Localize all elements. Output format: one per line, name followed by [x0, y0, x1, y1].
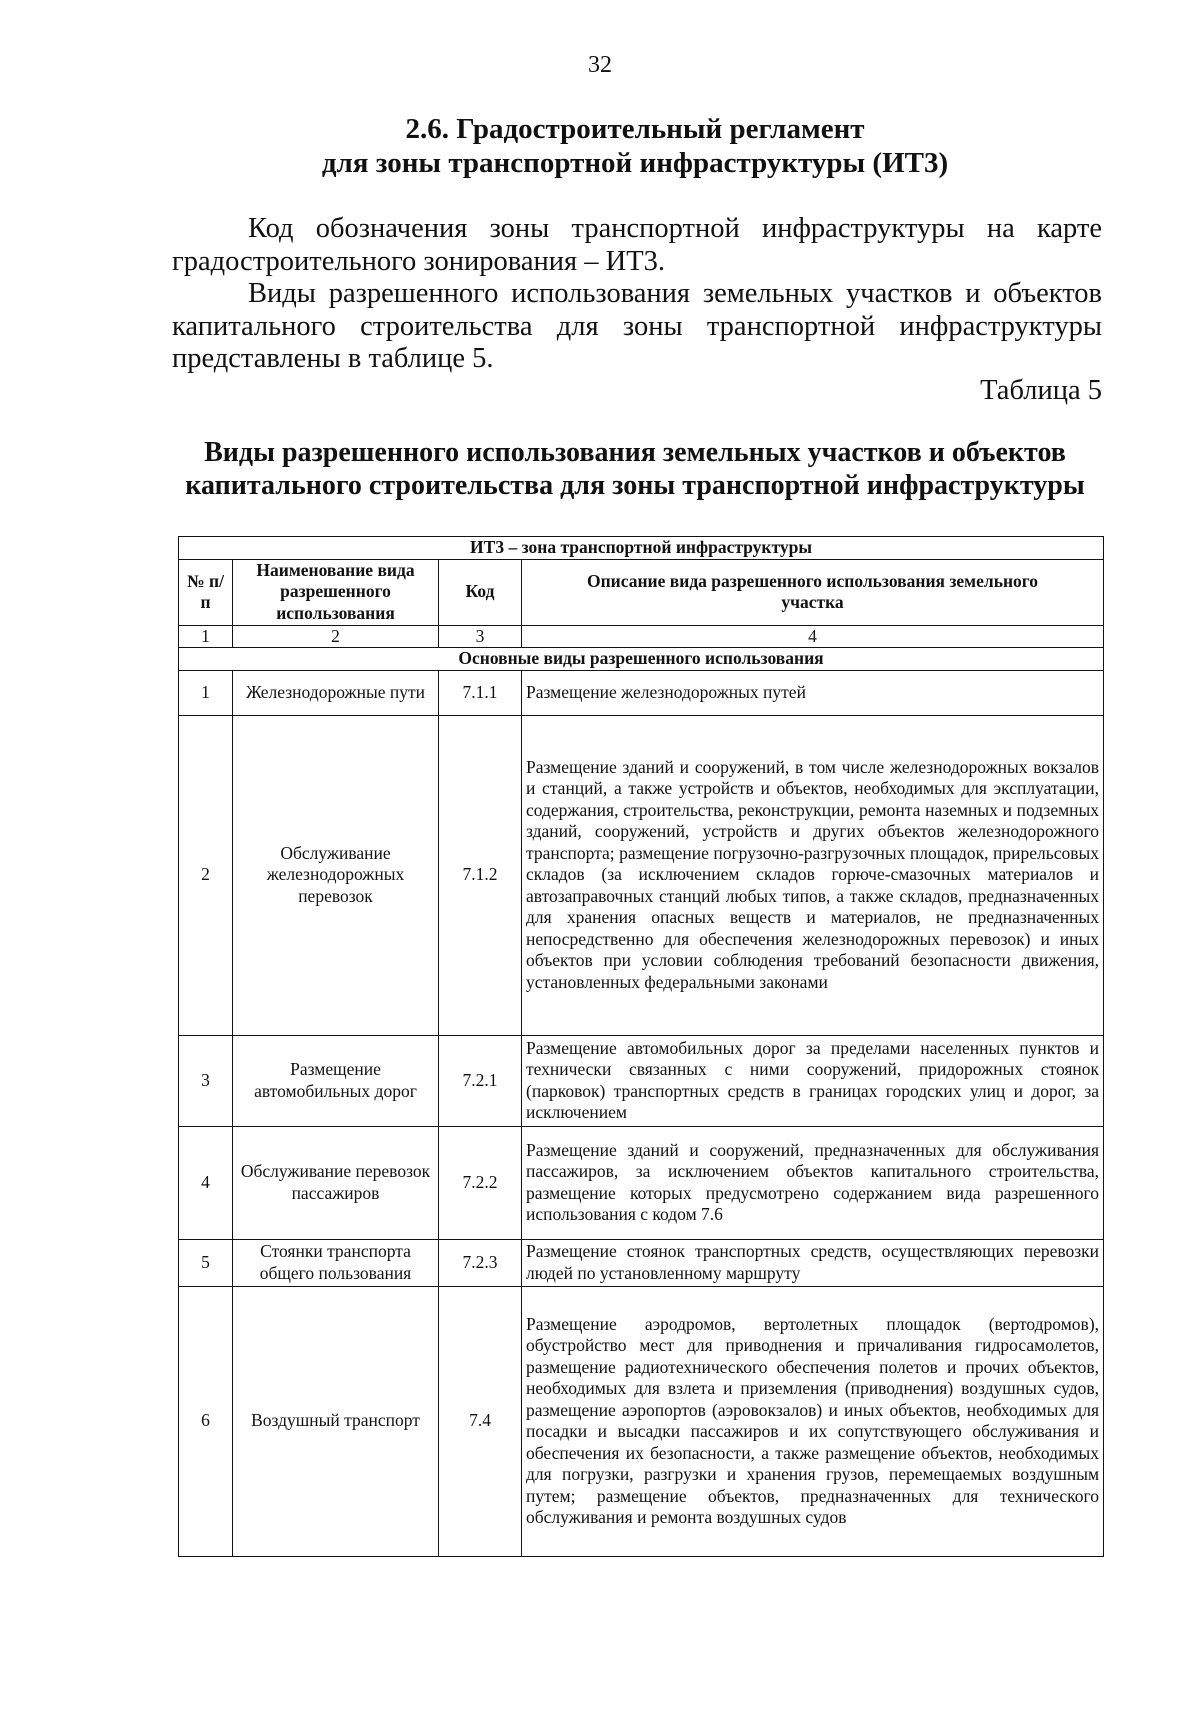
col-number-4: 4	[522, 625, 1104, 648]
table-row	[179, 1035, 1104, 1126]
row-name: Воздушный транспорт	[233, 1286, 439, 1556]
table-row	[179, 1126, 1104, 1239]
table-row	[179, 1286, 1104, 1556]
section-header-cell: Основные виды разрешенного использования	[179, 648, 1104, 671]
col-header-desc: Описание вида разрешенного использования земельного участка	[522, 559, 1104, 625]
row-num: 6	[179, 1286, 233, 1556]
row-description: Размещение аэродромов, вертолетных площадок (вертодромов), обустройство мест для приводнения и причаливания гидросамолетов, размещение радиотехнического обеспечения полетов и прочих объектов, необходимых для взлета и приземления (приводнения) воздушных судов, размещение аэропортов (аэровокзалов) и иных объектов, необходимых для посадки и высадки пассажиров и их сопутствующего обслуживания и обеспечения их безопасности, а также размещение объектов, необходимых для погрузки, разгрузки и хранения грузов, перемещаемых воздушным путем; размещение объектов, предназначенных для технического обслуживания и ремонта воздушных судов	[522, 1286, 1104, 1556]
col-number-1: 1	[179, 625, 233, 648]
paragraph-allowed-uses: Виды разрешенного использования земельных участков и объектов капитального строительства для зоны транспортной инфраструктуры представлены в таблице 5.	[172, 278, 1102, 374]
row-code: 7.2.1	[439, 1035, 522, 1126]
row-code: 7.1.1	[439, 670, 522, 715]
row-num: 3	[179, 1035, 233, 1126]
row-code: 7.1.2	[439, 715, 522, 1035]
row-num: 5	[179, 1239, 233, 1286]
col-number-3: 3	[439, 625, 522, 648]
section-title-line-1: 2.6. Градостроительный регламент	[405, 113, 865, 145]
row-description: Размещение зданий и сооружений, предназначенных для обслуживания пассажиров, за исключением объектов капитального строительства, размещение которых предусмотрено содержанием вида разрешенного использования с кодом 7.6	[522, 1126, 1104, 1239]
column-header-row	[179, 559, 1104, 625]
page-number: 32	[588, 52, 612, 78]
column-number-row	[179, 625, 1104, 648]
table-title	[170, 436, 1100, 502]
allowed-uses-table	[178, 536, 1104, 1557]
row-name: Обслуживание железнодорожных перевозок	[233, 715, 439, 1035]
table-title-line-2: капитального строительства для зоны транспортной инфраструктуры	[185, 470, 1085, 501]
row-code: 7.2.3	[439, 1239, 522, 1286]
table-label: Таблица 5	[980, 375, 1102, 406]
row-description: Размещение автомобильных дорог за пределами населенных пунктов и технически связанных с ними сооружений, придорожных стоянок (парковок) транспортных средств в границах городских улиц и дорог, за исключением	[522, 1035, 1104, 1126]
row-description: Размещение стоянок транспортных средств, осуществляющих перевозки людей по установленному маршруту	[522, 1239, 1104, 1286]
row-description: Размещение зданий и сооружений, в том числе железнодорожных вокзалов и станций, а также устройств и объектов, необходимых для эксплуатации, содержания, строительства, реконструкции, ремонта наземных и подземных зданий, сооружений, устройств и других объектов железнодорожного транспорта; размещение погрузочно-разгрузочных площадок, прирельсовых складов (за исключением складов горюче-смазочных материалов и автозаправочных станций любых типов, а также складов, предназначенных для хранения опасных веществ и материалов, не предназначенных непосредственно для обеспечения железнодорожных перевозок) и иных объектов при условии соблюдения требований безопасности движения, установленных федеральными законами	[522, 715, 1104, 1035]
table-row	[179, 1239, 1104, 1286]
row-num: 2	[179, 715, 233, 1035]
section-title-line-2: для зоны транспортной инфраструктуры (ИТ3)	[321, 147, 949, 179]
row-num: 1	[179, 670, 233, 715]
col-header-num: № п/п	[179, 559, 233, 625]
row-num: 4	[179, 1126, 233, 1239]
zone-header-row	[179, 537, 1104, 560]
section-header-row	[179, 648, 1104, 671]
row-name: Обслуживание перевозок пассажиров	[233, 1126, 439, 1239]
zone-header-cell: ИТ3 – зона транспортной инфраструктуры	[179, 537, 1104, 560]
row-name: Железнодорожные пути	[233, 670, 439, 715]
paragraph-zone-code: Код обозначения зоны транспортной инфраструктуры на карте градостроительного зонирования – ИТ3.	[172, 213, 1102, 277]
col-header-code: Код	[439, 559, 522, 625]
table-title-line-1: Виды разрешенного использования земельных участков и объектов	[204, 437, 1066, 468]
table-row	[179, 715, 1104, 1035]
table-row	[179, 670, 1104, 715]
row-code: 7.2.2	[439, 1126, 522, 1239]
row-code: 7.4	[439, 1286, 522, 1556]
col-header-name: Наименование вида разрешенного использования	[233, 559, 439, 625]
row-name: Стоянки транспорта общего пользования	[233, 1239, 439, 1286]
col-number-2: 2	[233, 625, 439, 648]
row-description: Размещение железнодорожных путей	[522, 670, 1104, 715]
row-name: Размещение автомобильных дорог	[233, 1035, 439, 1126]
section-title	[170, 112, 1100, 180]
